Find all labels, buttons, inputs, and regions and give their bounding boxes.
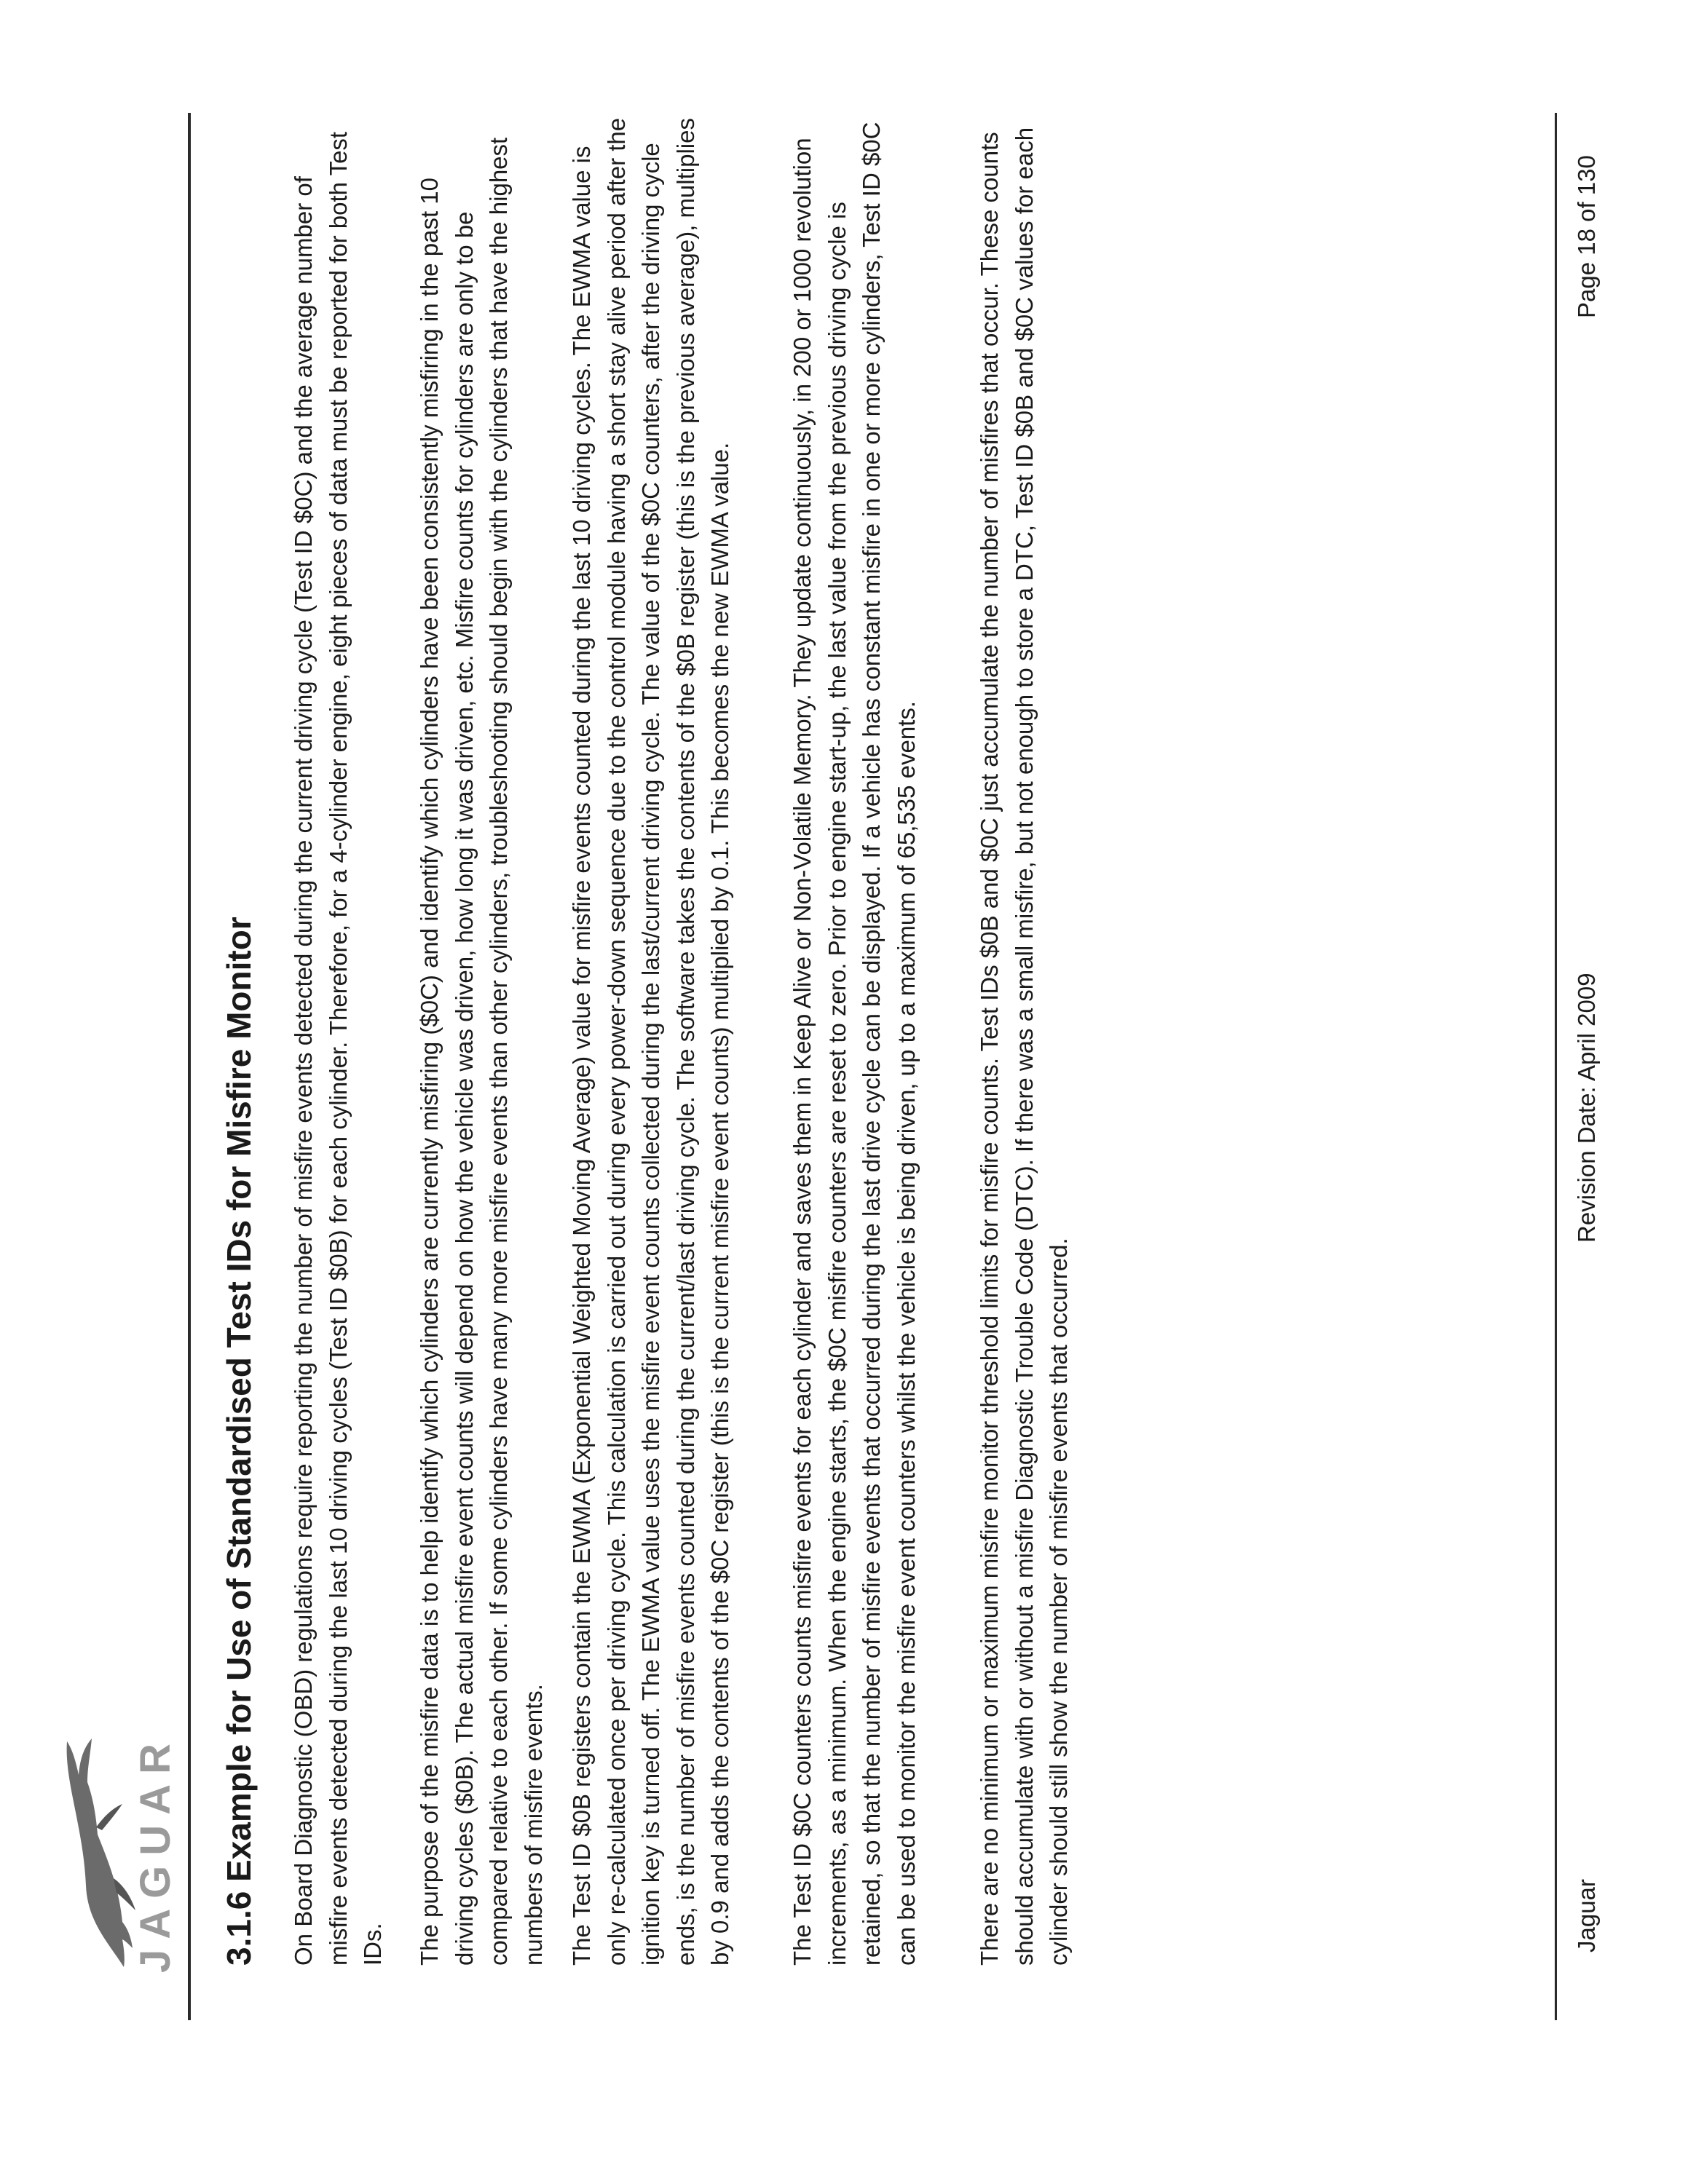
section-number: 3.1.6 — [220, 1891, 258, 1966]
paragraph-0c-counters: The Test ID $0C counters counts misfire events for each cylinder and saves them in Keep Alive or Non-Volatile Memory. They update continuously, in 200 or 1000 revolution increments, as a minimum. When the engine starts, the $0C misfire counters are reset to zero. Prior to engine start-up, the last value from the previous driving cycle is retained, so that the number of misfire events that occurred during the last drive cycle can be displayed. If a vehicle has constant misfire in one or more cylinders, Test ID $0C can be used to monitor the misfire event counters whilst the vehicle is being driven, up to a maximum of 65,535 events. — [789, 122, 920, 1966]
footer-revision-date: Revision Date: April 2009 — [1573, 973, 1600, 1243]
jaguar-wordmark: JAGUAR — [132, 1733, 179, 1973]
leaping-jaguar-icon — [58, 1733, 138, 1973]
footer-page-number: Page 18 of 130 — [1573, 155, 1600, 318]
footer-left: Jaguar — [1573, 1879, 1600, 1952]
footer-rule — [1555, 113, 1557, 2020]
header-rule — [188, 113, 191, 2020]
paragraph-ewma-registers: The Test ID $0B registers contain the EWMA (Exponential Weighted Moving Average) value for misfire events counted during the last 10 driving cycles. The EWMA value is only re-calculated once per driving cycle. This calculation is carried out during every power-down sequence due to the control module having a short stay alive period after the ignition key is turned off. The EWMA value uses the misfire event counts collected during the last/current driving cycle. The value of the $0C counters, after the driving cycle ends, is the number of misfire events counted during the current/last driving cycle. The software takes the contents of the $0B register (this is the previous average), multiplies by 0.9 and adds the contents of the $0C register (this is the current misfire event counts) multiplied by 0.1. This becomes the new EWMA value. — [568, 117, 733, 1966]
paragraph-threshold-limits: There are no minimum or maximum misfire monitor threshold limits for misfire counts. Test IDs $0B and $0C just accumulate the number of misfires that occur. These counts should accumulate with or without a misfire Diagnostic Trouble Code (DTC). If there was a small misfire, but not enough to store a DTC, Test ID $0B and $0C values for each cylinder should still show the number of misfire events that occurred. — [976, 127, 1072, 1966]
jaguar-logo — [58, 1711, 182, 1973]
paragraph-misfire-purpose: The purpose of the misfire data is to help identify which cylinders are currently misfiring ($0C) and identify which cylinders have been consistently misfiring in the past 10 driving cycles ($0B). The actual misfire event counts will depend on how the vehicle was driven, how long it was driven, etc. Misfire counts for cylinders are only to be compared relative to each other. If some cylinders have many more misfire events than other cylinders, troubleshooting should begin with the cylinders that have the highest numbers of misfire events. — [416, 137, 547, 1966]
section-title: Example for Use of Standardised Test IDs for Misfire Monitor — [220, 917, 258, 1882]
paragraph-obd-regulations: On Board Diagnostic (OBD) regulations require reporting the number of misfire events detected during the current driving cycle (Test ID $0C) and the average number of misfire events detected during the last 10 driving cycles (Test ID $0B) for each cylinder. Therefore, for a 4-cylinder engine, eight pieces of data must be reported for both Test IDs. — [290, 131, 386, 1966]
section-heading — [218, 146, 259, 1966]
